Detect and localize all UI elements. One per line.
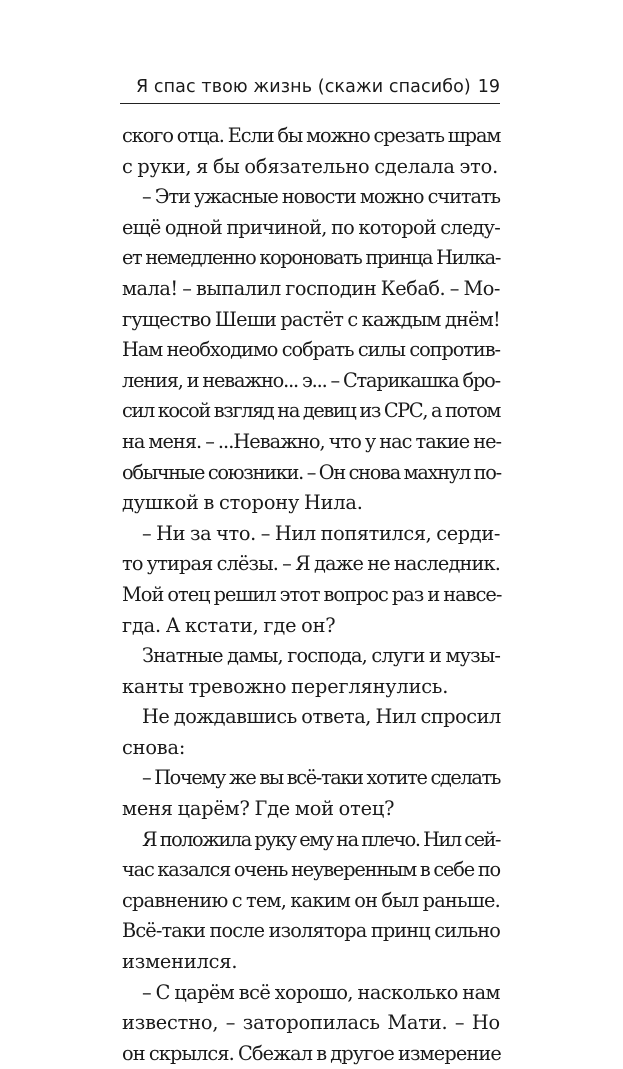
text-line: Нам необходимо собрать силы сопротив- [122, 338, 500, 362]
text-line: ления, и неважно... э... – Старикашка бро- [122, 368, 500, 392]
text-line: он скрылся. Сбежал в другое измерение [122, 1041, 501, 1065]
text-line: – Почему же вы всё-таки хотите сделать [142, 766, 500, 790]
text-line: ет немедленно короновать принца Нилка- [122, 246, 500, 270]
text-line: – С царём всё хорошо, насколько нам [142, 980, 500, 1004]
body-text [122, 121, 500, 1069]
text-line: Всё-таки после изолятора принц сильно [122, 919, 500, 943]
text-line: канты тревожно переглянулись. [122, 674, 449, 698]
text-line: – Эти ужасные новости можно считать [142, 185, 500, 209]
text-line: душкой в сторону Нила. [122, 491, 363, 515]
text-line: Я положила руку ему на плечо. Нил сей- [142, 827, 500, 851]
text-line: час казался очень неуверенным в себе по [122, 858, 500, 882]
text-line: то утирая слёзы. – Я даже не наследник. [122, 552, 500, 576]
text-line: – Ни за что. – Нил попятился, серди- [142, 521, 500, 545]
text-line: гда. А кстати, где он? [122, 613, 336, 637]
text-line: гущество Шеши растёт с каждым днём! [122, 307, 500, 331]
text-line: ского отца. Если бы можно срезать шрам [122, 124, 501, 147]
text-line: обычные союзники. – Он снова махнул по- [122, 460, 501, 484]
text-line: с руки, я бы обязательно сделала это. [122, 154, 499, 178]
text-line: сил косой взгляд на девиц из СРС, а потом [122, 399, 500, 423]
text-line: снова: [122, 735, 186, 759]
text-line: изменился. [122, 950, 238, 974]
page-header [120, 73, 500, 104]
text-line: сравнению с тем, каким он был раньше. [122, 888, 500, 912]
text-line: Не дождавшись ответа, Нил спросил [142, 705, 501, 729]
text-line: Знатные дамы, господа, слуги и музы- [142, 644, 500, 668]
text-line: ещё одной причиной, по которой следу- [122, 215, 500, 239]
page-number: 19 [477, 77, 500, 97]
text-line: известно, – заторопилась Мати. – Но [122, 1011, 500, 1035]
text-line: мала! – выпалил господин Кебаб. – Мо- [122, 276, 500, 300]
text-line: меня царём? Где мой отец? [122, 797, 395, 821]
text-line: Мой отец решил этот вопрос раз и навсе- [122, 582, 502, 606]
text-line: на меня. – ...Неважно, что у нас такие не- [122, 429, 502, 453]
running-title: Я спас твою жизнь (скажи спасибо) [136, 77, 471, 97]
